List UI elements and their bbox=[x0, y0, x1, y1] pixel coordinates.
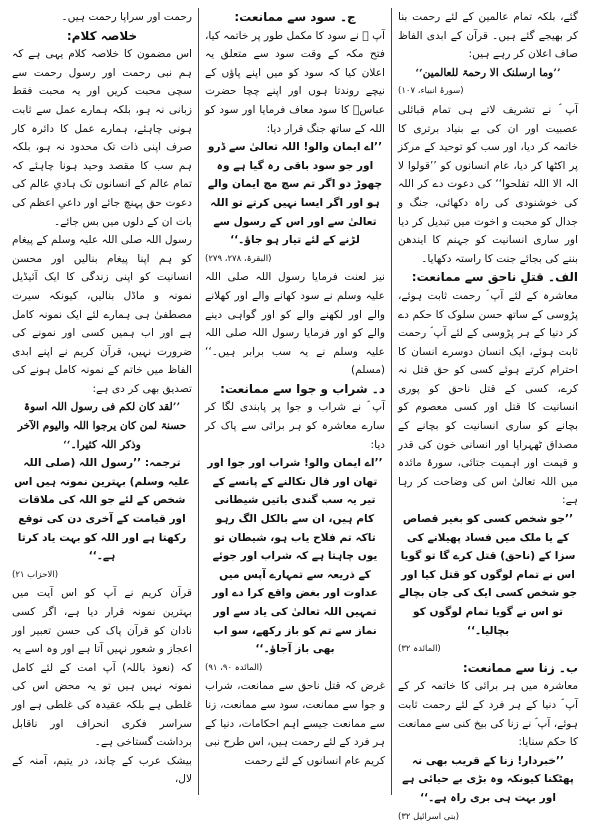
section-heading: د۔ شراب و جوا سے ممانعت: bbox=[220, 381, 385, 396]
column-left bbox=[6, 8, 199, 795]
paragraph: آپ ؐ نے سود کا مکمل طور پر خاتمہ کیا، فتح مکہ کے وقت سود سے متعلق یہ اعلان کیا کہ سود کو میں اپنے پاؤں کے نیچے روندتا ہوں اور اپنے چچا حضرت عباسؓ کا سود معاف فرمایا اور سود کو اللہ کے ساتھ جنگ قرار دیا: bbox=[205, 29, 385, 135]
paragraph: گئے، بلکہ تمام عالمین کے لئے رحمت بنا کر بھیجے گئے ہیں۔ قرآن کے ابدی الفاظ صاف اعلان کر رہے ہیں: bbox=[398, 11, 578, 61]
paragraph: نیز لعنت فرمایا رسول اللہ صلی اللہ علیہ وسلم نے سود کھانے والے اور کھلانے والے اور لکھنے والے کو اور گواہی دینے والے کو اور فرمایا رسول اللہ صلی اللہ علیہ وسلم نے یہ سب برابر ہیں۔‘‘ (مسلم) bbox=[205, 271, 385, 377]
arabic-verse: ’’وما ارسلنک الا رحمۃ للعالمین‘‘ bbox=[415, 66, 561, 79]
quotation: ’’جو شخص کسی کو بغیر قصاص کے یا ملک میں فساد پھیلانے کی سزا کے (ناحق) قتل کرے گا تو گویا اس نے تمام لوگوں کو قتل کیا اور جو شخص کسی ایک کی جان بچالے تو اس نے گویا تمام لوگوں کو بچالیا۔‘‘ bbox=[398, 513, 578, 637]
column-middle bbox=[199, 8, 392, 795]
reference: (الاحزاب ۲۱) bbox=[12, 569, 59, 580]
reference: (المائدہ ۹۰، ۹۱) bbox=[205, 662, 263, 673]
arabic-verse: ’’لقد کان لکم فی رسول اللہ اسوۃ حسنۃ لمن کان یرجوا اللہ والیوم الآخر وذکر اللہ کثیرا۔‘‘ bbox=[17, 401, 187, 451]
paragraph: قرآن کریم نے آپ کو اس آیت میں بہترین نمونہ قرار دیا ہے، اگر کسی نادان کو قرآن پاک کی حسن تعبیر اور اعجاز و شعور نہیں آتا ہے اور وہ اسے یہ کہ (نعوذ باللہ) آپ امت کے لئے کامل نمونہ نہیں ہیں تو یہ محض اس کی غلطی ہے بلکہ عقیدہ کی غلطی ہے اور سراسر فکری انحراف اور ناقابل برداشت گستاخی ہے۔ bbox=[12, 587, 192, 749]
section-heading: ج۔ سود سے ممانعت: bbox=[234, 10, 356, 24]
quotation: ’’اے ایمان والو! اللہ تعالیٰ سے ڈرو اور جو سود باقی رہ گیا ہے وہ چھوڑ دو اگر تم سچ مچ ایمان والے ہو اور اگر ایسا نہیں کرتے تو اللہ تعالیٰ سے اور اس کے رسول سے لڑنے کے لئے تیار ہو جاؤ۔‘‘ bbox=[207, 141, 383, 247]
reference: (المائدہ ۳۲) bbox=[398, 644, 441, 655]
paragraph: معاشرہ کے لئے آپ ؐ رحمت ثابت ہوئے، پڑوسی کے ساتھ حسن سلوک کا حکم دے کر دنیا کے ہر پڑوسی کے لئے آپ ؐ رحمت ثابت ہوئے، ایک انسان دوسرے انسان کا احترام کرتے ہوئے کسی کو حق قتل نہ کرے، کسی کے قتل ناحق کو پوری انسانیت کا قتل اور کسی معصوم کو بچانے کو ساری انسانیت کو بچانے کے مصداق ٹھہرایا اور انسانی خون کی قدر و قیمت اور اہمیت جتائی، سورۂ مائدہ میں اللہ تعالیٰ اس کی وضاحت کر رہا ہے: bbox=[398, 289, 578, 507]
paragraph: اس مضمون کا خلاصہ کلام یہی ہے کہ ہم نبی رحمت اور رسول رحمت سے سچی محبت کریں اور یہ محبت فقط زبانی نہ ہو، بلکہ ہمارے عمل سے ثابت ہونی چاہئے، ہمارے عمل کا دائرہ کار صرف اپنی ذات تک محدود نہ ہو، بلکہ ہم سب کا مقصد وحید ہونا چاہئے کہ تمام عالم کے انسانوں تک ہادیِ عالم کی دعوت حق پہنچ جائے اور داعیِ اعظم کی بات ان کے دلوں میں بس جائے۔ bbox=[12, 48, 192, 228]
reference: (بنی اسرائیل ۳۲) bbox=[398, 811, 460, 822]
section-heading: ب۔ زنا سے ممانعت: bbox=[462, 660, 578, 675]
paragraph: رسول اللہ صلی اللہ علیہ وسلم کے پیغام کو ہم اپنا پیغام بنالیں اور محسن انسانیت کو اپنی زندگی کا ایک آئیڈیل نمونہ و ماڈل بنالیں، کیونکہ سیرت مصطفیٰ ہی ہمارے لئے ایک نمونہ کامل ہے اور اب ہمیں کسی اور نمونے کی ضرورت نہیں، قرآن کریم نے اپنے ابدی الفاظ میں خاتم کے نمونہ کامل ہونے کی تصدیق بھی کر دی ہے: bbox=[12, 234, 192, 395]
paragraph: رحمت اور سراپا رحمت ہیں۔ bbox=[61, 11, 192, 23]
paragraph: آپ ؐ نے شراب و جوا پر پابندی لگا کر سارے معاشرہ کو ہر برائی سے پاک کر دیا: bbox=[205, 401, 385, 451]
reference: (البقرۃ، ۲۷۸، ۲۷۹) bbox=[205, 253, 272, 264]
column-right bbox=[392, 8, 584, 822]
paragraph: غرض کہ قتل ناحق سے ممانعت، شراب و جوا سے ممانعت، سود سے ممانعت، زنا سے ممانعت جیسے اہم احکامات، دنیا کے ہر فرد کے لئے رحمت ہیں، اس طرح نبی کریم عام انسانوں کے لئے رحمت bbox=[205, 680, 385, 767]
paragraph: آپ ؐ نے تشریف لاتے ہی تمام قبائلی عصبیت اور ان کی بے بنیاد برتری کا خاتمہ کر دیا، اور سب کو توحید کے مرکز پر اکٹھا کر دیا، عام انسانوں کو ’’قولوا لا الہ الا اللہ تفلحوا‘‘ کی دعوت دے کر اللہ کی خوشنودی کی راہ دکھائی، جنگ و جدال کو محبت و اخوت میں تبدیل کر دیا اور ساری انسانیت کو جہنم کا ایندھن بننے کی بجائے جنت کا راستہ دکھایا۔ bbox=[398, 103, 578, 265]
reference: (سورۂ انبیاء، ۱۰۷) bbox=[398, 86, 464, 97]
quotation: ’’اے ایمان والو! شراب اور جوا اور تھان اور فال نکالنے کے پانسے کے تیر یہ سب گندی باتیں شیطانی کام ہیں، ان سے بالکل الگ رہو تاکہ تم فلاح یاب ہو، شیطان تو یوں چاہتا ہے کہ شراب اور جوئے کے ذریعہ سے تمہارے آپس میں عداوت اور بغض واقع کرا دے اور تمہیں اللہ تعالیٰ کی یاد سے اور نماز سے تم کو باز رکھے، سو اب بھی باز آجاؤ۔‘‘ bbox=[207, 457, 383, 656]
paragraph: بیشک عرب کے چاند، در یتیم، آمنہ کے لال، bbox=[12, 754, 192, 786]
quotation: ترجمہ: ’’رسول اللہ (صلی اللہ علیہ وسلم) بہترین نمونہ ہیں اس شخص کے لئے جو اللہ کی ملاقات اور قیامت کے آخری دن کی توقع رکھتا ہے اور اللہ کو بہت یاد کرتا ہے۔‘‘ bbox=[14, 457, 190, 563]
section-heading: الف۔ قتلِ ناحق سے ممانعت: bbox=[411, 270, 578, 285]
paragraph: معاشرہ میں ہر برائی کا خاتمہ کر کے آپ ؐ دنیا کے ہر فرد کے لئے رحمت ثابت ہوئے، آپ ؐ نے زنا کی بیخ کنی سے ممانعت کا حکم سنایا: bbox=[398, 680, 578, 749]
quotation: ’’خبردار! زنا کے قریب بھی نہ پھٹکنا کیونکہ وہ بڑی بے حیائی ہے اور بہت ہی بری راہ ہے۔‘‘ bbox=[402, 754, 574, 804]
section-heading: خلاصہ کلام: bbox=[66, 28, 138, 43]
